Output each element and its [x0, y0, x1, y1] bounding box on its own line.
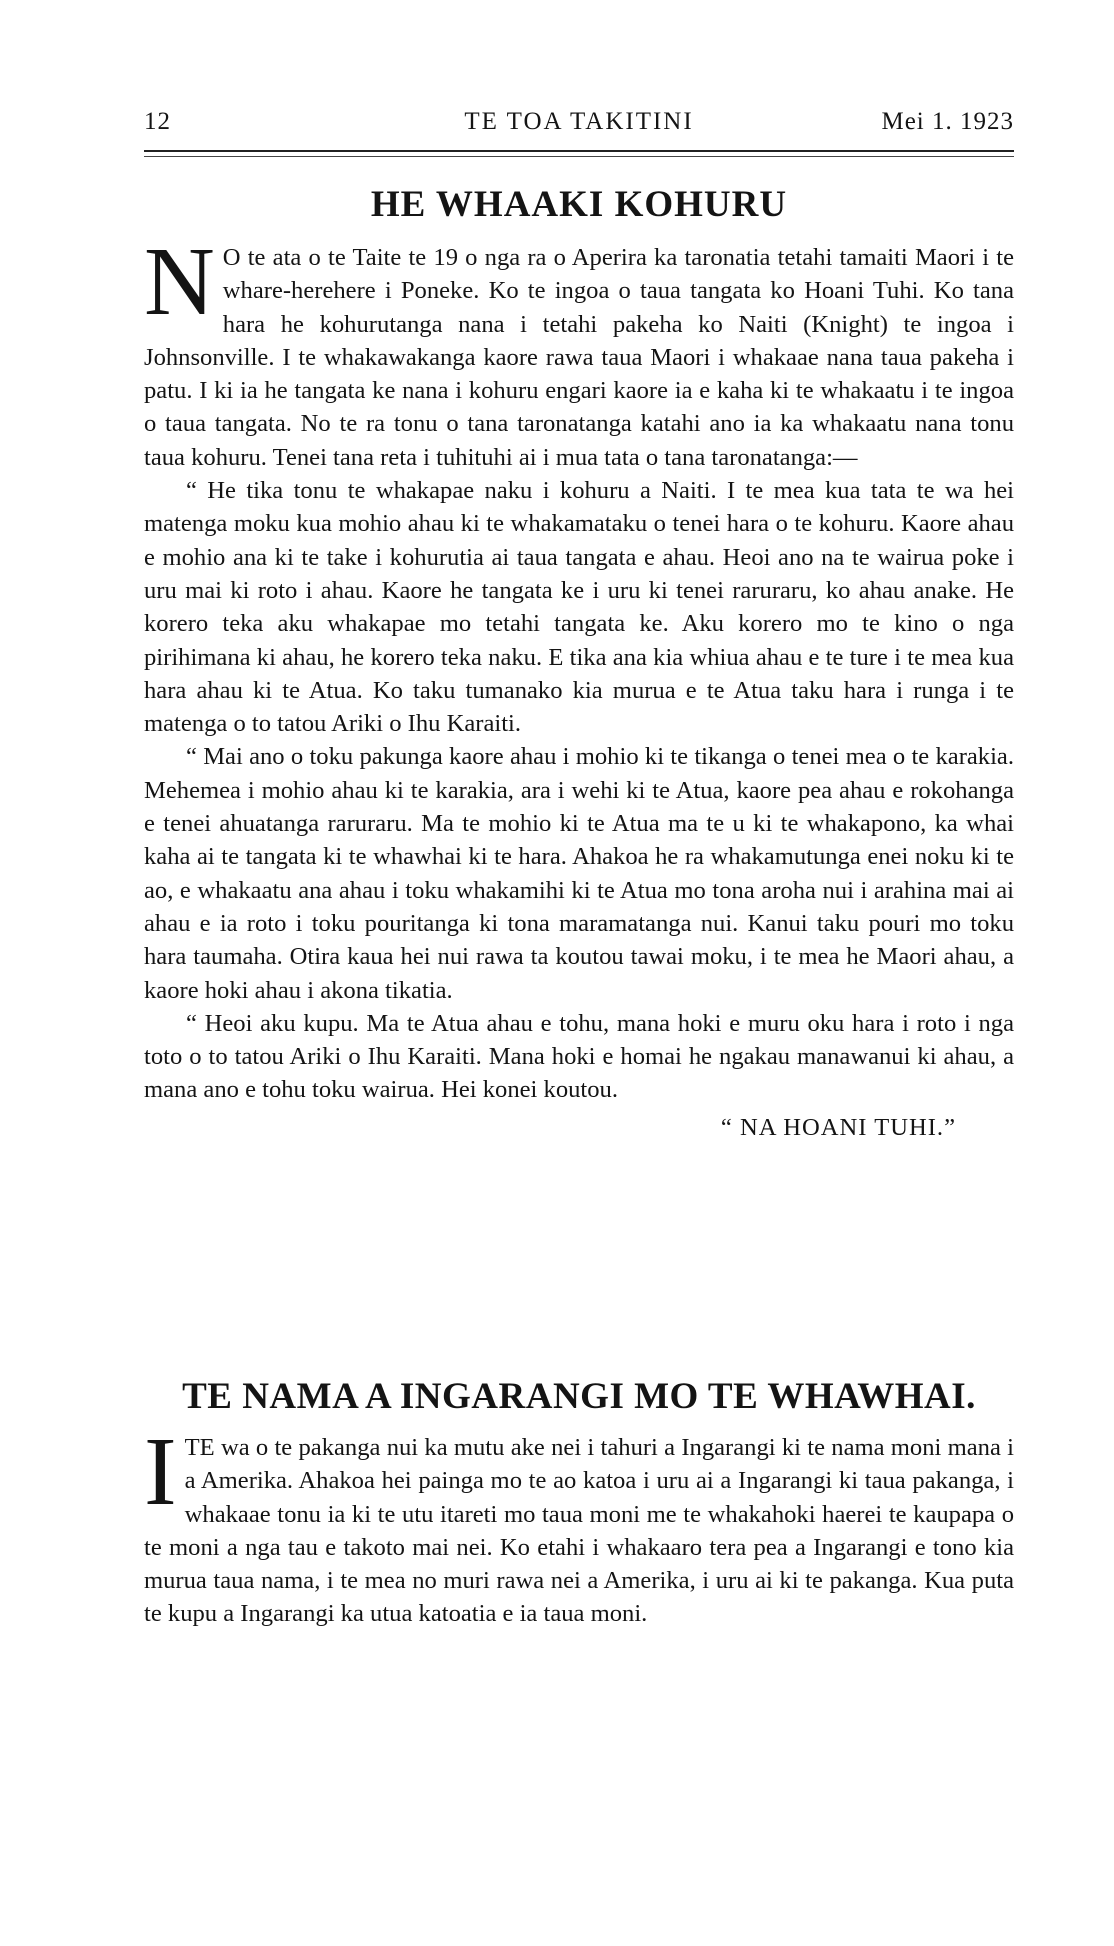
publication-title: TE TOA TAKITINI: [464, 108, 694, 135]
article-paragraph: [144, 1418, 1014, 1631]
article-body: [144, 1418, 1014, 1631]
article-paragraph: [144, 228, 1014, 474]
paragraph-text: TE wa o te pakanga nui ka mutu ake nei i tahuri a Ingarangi ki te nama moni mana i a Amerika. Ahakoa hei painga mo te ao katoa i uru ai a Ingarangi ki taua pakanga, i whakaae tonu ia ki te utu itareti mo taua moni me te whakahoki haerei te kaupapa o te moni a nga tau e takoto mai nei. Ko etahi i whakaaro tera pea a Ingarangi e tono kia murua taua nama, i te mea no muri rawa nei a Amerika, i uru ai ki te pakanga. Kua puta te kupu a Ingarangi ka utua katoatia e ia taua moni.: [144, 1434, 1014, 1628]
article-paragraph: “ He tika tonu te whakapae naku i kohuru a Naiti. I te mea kua tata te wa hei matenga moku kua mohio ahau ki te whakamataku o tenei hara o te kohuru. Kaore ahau e mohio ana ki te take i kohurutia ai taua tangata e ahau. Heoi ano na te wairua poke i uru mai ki roto i ahau. Kaore he tangata ke i uru ki tenei raruraru, ko ahau anake. He korero teka aku whakapae mo tetahi tangata ke. Aku korero mo te kino o nga pirihimana ki ahau, he korero teka naku. E tika ana kia whiua ahau e te ture i te mea kua hara ahau ki te Atua. Ko taku tumanako kia murua e te Atua taku hara i runga i te matenga o to tatou Ariki o Ihu Karaiti.: [144, 477, 1014, 738]
signature: “ NA HOANI TUHI.”: [720, 1113, 956, 1141]
article-confession: [144, 183, 1014, 1144]
header-rule: [144, 150, 1014, 152]
page-number: 12: [144, 108, 171, 135]
issue-date: Mei 1. 1923: [881, 108, 1014, 135]
article-heading: TE NAMA A INGARANGI MO TE WHAWHAI.: [182, 1376, 976, 1417]
header-rule-secondary: [144, 156, 1014, 157]
drop-cap: N: [144, 228, 215, 336]
paragraph-text: O te ata o te Taite te 19 o nga ra o Aperira ka taronatia tetahi tamaiti Maori i te whare-herehere i Poneke. Ko te ingoa o taua tangata ko Hoani Tuhi. Ko tana hara he kohurutanga nana i tetahi pakeha ko Naiti (Knight) te ingoa i Johnsonville. I te whakawakanga kaore rawa taua Maori i whakaae nana taua pakeha i patu. I ki ia he tangata ke nana i kohuru engari kaore ia e kaha ki te whakaatu i te ingoa o taua tangata. No te ra tonu o tana taronatanga katahi ano ia ka whakaatu nana tonu taua kohuru. Tenei tana reta i tuhituhi ai i mua tata o tana taronatanga:—: [144, 244, 1014, 471]
article-paragraph: “ Mai ano o toku pakunga kaore ahau i mohio ki te tikanga o tenei mea o te karakia. Mehemea i mohio ahau ki te karakia, ara i wehi ki te Atua, kaore pea ahau e rokohanga e tenei ahuatanga raruraru. Ma te mohio ki te Atua ma te u ki te whakapono, ka whai kaha ai te tangata ki te whawhai ki te hara. Ahakoa he ra whakamutunga enei noku ki te ao, e whakaatu ana ahau i toku whakamihi ki te Atua mo tona aroha nui i arahina mai ai ahau e ia roto i toku pouritanga ki tona maramatanga nui. Kanui taku pouri mo toku hara taumaha. Otira kaua hei nui rawa ta koutou tawai moku, i te mea he Maori ahau, a kaore hoki ahau i akona tikatia.: [144, 743, 1014, 1004]
article-heading: HE WHAAKI KOHURU: [370, 184, 788, 225]
running-header: [144, 108, 1014, 142]
drop-cap: I: [144, 1418, 177, 1526]
article-war-debt: [144, 1375, 1014, 1631]
article-body: [144, 228, 1014, 1107]
article-paragraph: “ Heoi aku kupu. Ma te Atua ahau e tohu, mana hoki e muru oku hara i roto i nga toto o to tatou Ariki o Ihu Karaiti. Mana hoki e homai he ngakau manawanui ki ahau, a mana ano e tohu toku wairua. Hei konei koutou.: [144, 1009, 1014, 1104]
